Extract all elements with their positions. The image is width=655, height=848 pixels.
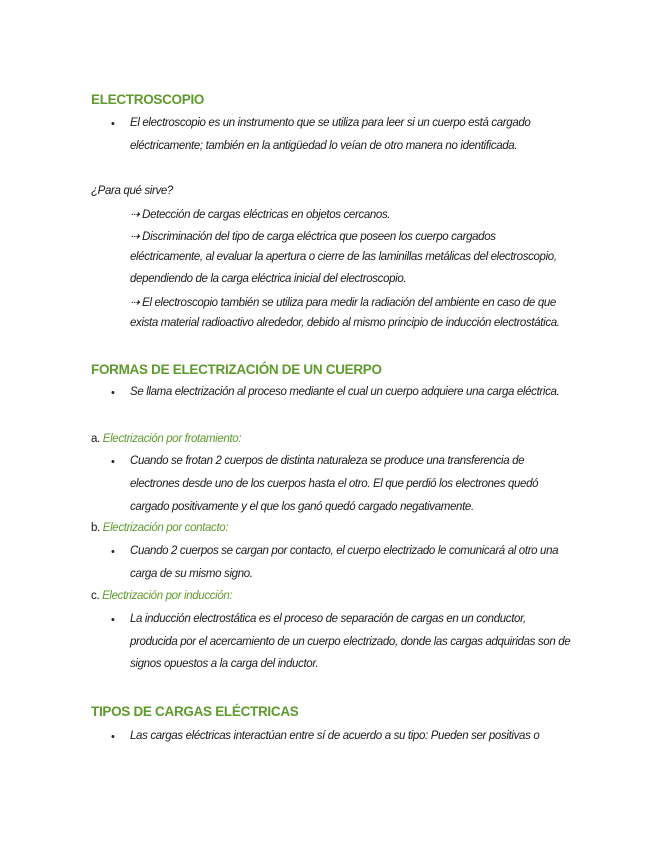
heading-formas: FORMAS DE ELECTRIZACIÓN DE UN CUERPO [91, 362, 382, 377]
induccion-line-1: La inducción electrostática es el proceso de separación de cargas en un conductor, [130, 613, 526, 625]
formas-intro-line: Se llama electrización al proceso mediante el cual un cuerpo adquiere una carga eléctrica. [130, 386, 560, 398]
subheading-title: Electrización por frotamiento: [102, 433, 242, 445]
uses-line-1: ⇢ Detección de cargas eléctricas en objetos cercanos. [130, 209, 391, 221]
bullet-marker: • [111, 456, 115, 468]
induccion-line-3: signos opuestos a la carga del inductor. [130, 658, 319, 670]
bullet-marker: • [111, 731, 115, 743]
subheading-title: Electrización por inducción: [102, 590, 233, 602]
bullet-marker: • [111, 387, 115, 399]
contacto-line-2: carga de su mismo signo. [130, 568, 253, 580]
subheading-frotamiento [91, 433, 241, 445]
subheading-title: Electrización por contacto: [102, 522, 229, 534]
bullet-marker: • [111, 614, 115, 626]
subheading-letter: b. [91, 522, 100, 534]
frotamiento-line-3: cargado positivamente y el que los ganó quedó cargado negativamente. [130, 501, 474, 513]
uses-line-3: eléctricamente, al evaluar la apertura o cierre de las laminillas metálicas del electroscopio, [130, 251, 557, 263]
electroscopio-text-line-1: El electroscopio es un instrumento que se utiliza para leer si un cuerpo está cargado [130, 117, 531, 129]
tipos-line-1: Las cargas eléctricas interactúan entre sí de acuerdo a su tipo: Pueden ser positivas o [130, 730, 540, 742]
uses-question: ¿Para qué sirve? [91, 185, 173, 197]
subheading-letter: c. [91, 590, 100, 602]
induccion-line-2: producida por el acercamiento de un cuerpo electrizado, donde las cargas adquiridas son de [130, 636, 571, 648]
subheading-letter: a. [91, 433, 100, 445]
uses-line-5: ⇢ El electroscopio también se utiliza para medir la radiación del ambiente en caso de que [130, 297, 556, 309]
uses-line-2: ⇢ Discriminación del tipo de carga eléctrica que poseen los cuerpo cargados [130, 231, 496, 243]
bullet-marker: • [111, 118, 115, 130]
electroscopio-text-line-2: eléctricamente; también en la antigüedad lo veían de otro manera no identificada. [130, 140, 518, 152]
subheading-induccion [91, 590, 232, 602]
heading-tipos: TIPOS DE CARGAS ELÉCTRICAS [91, 704, 299, 719]
bullet-marker: • [111, 546, 115, 558]
frotamiento-line-2: electrones desde uno de los cuerpos hasta el otro. El que perdió los electrones quedó [130, 478, 539, 490]
uses-line-6: exista material radioactivo alrededor, debido al mismo principio de inducción electrostática. [130, 317, 560, 329]
uses-line-4: dependiendo de la carga eléctrica inicial del electroscopio. [130, 273, 407, 285]
frotamiento-line-1: Cuando se frotan 2 cuerpos de distinta naturaleza se produce una transferencia de [130, 455, 525, 467]
subheading-contacto [91, 522, 228, 534]
contacto-line-1: Cuando 2 cuerpos se cargan por contacto, el cuerpo electrizado le comunicará al otro una [130, 545, 559, 557]
heading-electroscopio: ELECTROSCOPIO [91, 92, 205, 107]
